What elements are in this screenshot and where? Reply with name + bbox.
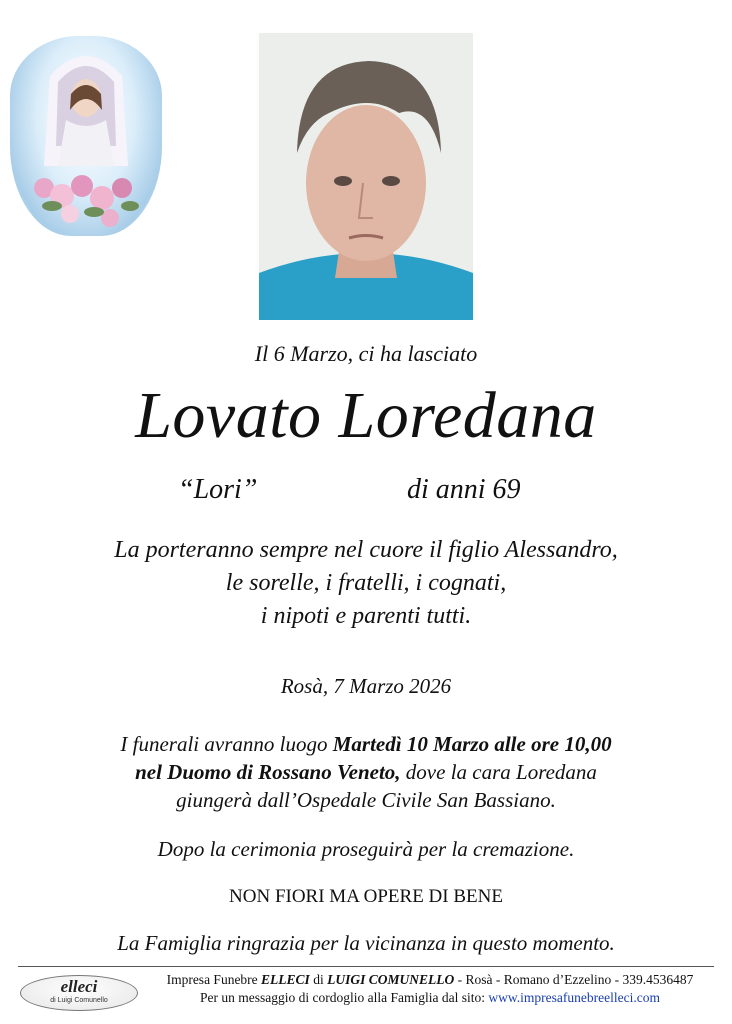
footer-text: Impresa Funebre	[166, 972, 262, 987]
logo-subtitle: di Luigi Comunello	[50, 997, 108, 1004]
thanks-text: La Famiglia ringrazia per la vicinanza in questo momento.	[117, 931, 615, 955]
mourners-line: le sorelle, i fratelli, i cognati,	[225, 570, 507, 596]
funeral-line-3: giungerà dall’Ospedale Civile San Bassiano.	[176, 788, 556, 812]
footer-contact: - Rosà - Romano d’Ezzelino - 339.4536487	[454, 972, 694, 987]
funeral-line-1	[0, 730, 732, 758]
intro-text: Il 6 Marzo, ci ha lasciato	[254, 341, 478, 366]
cremation-text: Dopo la cerimonia proseguirà per la cremazione.	[157, 837, 575, 861]
no-flowers-text: NON FIORI MA OPERE DI BENE	[229, 886, 503, 907]
mourners-line: i nipoti e parenti tutti.	[260, 603, 472, 629]
funeral-details	[0, 730, 732, 814]
nickname: “Lori”	[178, 474, 258, 505]
age-text: di anni 69	[407, 474, 521, 505]
portrait-photo	[259, 33, 473, 320]
funeral-text: dove la cara Loredana	[400, 760, 597, 784]
owner-name: LUIGI COMUNELLO	[327, 972, 455, 987]
mourners-text	[0, 534, 732, 633]
website-link[interactable]: www.impresafunebreelleci.com	[488, 990, 660, 1005]
footer-company-line	[145, 972, 715, 988]
mourners-line: La porteranno sempre nel cuore il figlio Alessandro,	[114, 537, 618, 563]
madonna-image	[10, 36, 162, 236]
funeral-line-2	[0, 758, 732, 786]
funeral-date: Martedì 10 Marzo alle ore 10,00	[332, 732, 612, 756]
funeral-text: I funerali avranno luogo	[120, 732, 333, 756]
company-name: ELLECI	[261, 972, 310, 987]
footer-text: Per un messaggio di cordoglio alla Famiglia dal sito:	[200, 990, 489, 1005]
footer-text: di	[309, 972, 328, 987]
place-date: Rosà, 7 Marzo 2026	[280, 674, 452, 698]
deceased-name: Lovato Loredana	[135, 379, 597, 452]
logo-name: elleci	[60, 977, 98, 996]
elleci-logo	[20, 975, 138, 1011]
funeral-location: nel Duomo di Rossano Veneto,	[135, 760, 401, 784]
footer-divider	[18, 966, 714, 967]
footer-website-line	[145, 990, 715, 1006]
